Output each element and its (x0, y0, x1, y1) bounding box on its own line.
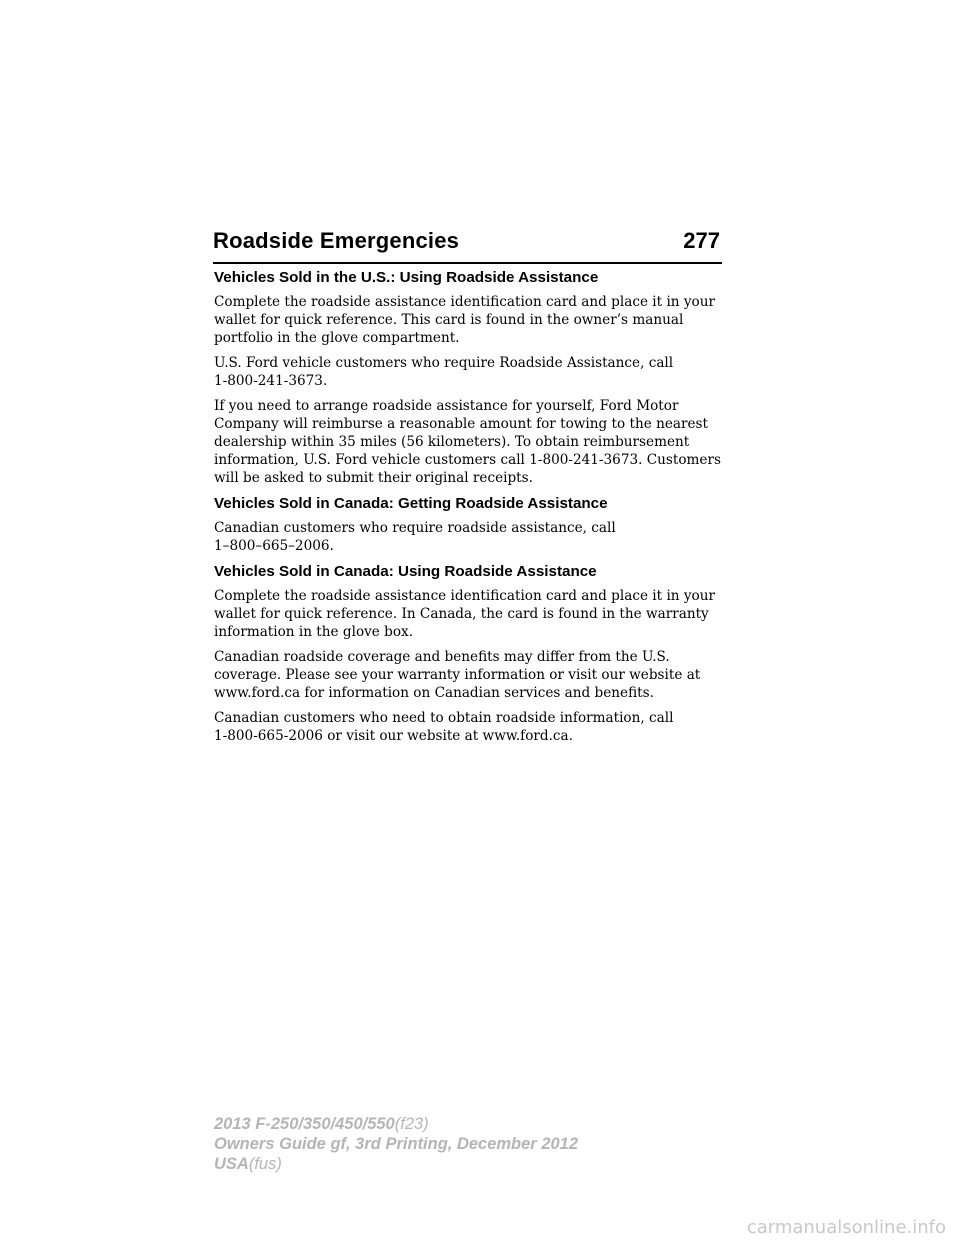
page-content (214, 268, 724, 752)
text-line: 1–800–665–2006. (214, 538, 334, 554)
section-heading: Vehicles Sold in the U.S.: Using Roadside Assistance (214, 269, 599, 286)
text-line: Complete the roadside assistance identification card and place it in your (214, 588, 715, 604)
footer-line-model (214, 1114, 578, 1134)
page-header (213, 226, 722, 264)
text-line: Canadian customers who require roadside assistance, call (214, 520, 616, 536)
text-line: coverage. Please see your warranty information or visit our website at (214, 667, 701, 683)
text-line: information in the glove box. (214, 624, 414, 640)
text-line: U.S. Ford vehicle customers who require Roadside Assistance, call (214, 355, 674, 371)
footer-line-market (214, 1154, 578, 1174)
text-line: will be asked to submit their original receipts. (214, 470, 533, 486)
paragraph (214, 519, 724, 555)
text-line: Canadian roadside coverage and benefits may differ from the U.S. (214, 649, 670, 665)
section-canada-using-roadside (214, 562, 724, 745)
text-line: Company will reimburse a reasonable amount for towing to the nearest (214, 416, 708, 432)
chapter-title: Roadside Emergencies (213, 228, 460, 253)
text-line: 1-800-665-2006 or visit our website at www.ford.ca. (214, 728, 573, 744)
footer-market-code: (fus) (248, 1155, 282, 1173)
text-line: www.ford.ca for information on Canadian services and benefits. (214, 685, 654, 701)
paragraph (214, 587, 724, 641)
text-line: 1-800-241-3673. (214, 373, 328, 389)
paragraph (214, 293, 724, 347)
document-footer (214, 1114, 578, 1174)
text-line: Complete the roadside assistance identification card and place it in your (214, 294, 715, 310)
text-line: wallet for quick reference. This card is found in the owner’s manual (214, 312, 684, 328)
footer-edition: Owners Guide gf, 3rd Printing, December 2012 (214, 1135, 579, 1153)
section-us-using-roadside (214, 268, 724, 487)
watermark: carmanualsonline.info (746, 1217, 946, 1238)
paragraph (214, 397, 724, 487)
footer-line-edition (214, 1134, 578, 1154)
paragraph (214, 648, 724, 702)
section-canada-getting-roadside (214, 494, 724, 555)
footer-model-code: (f23) (394, 1115, 429, 1133)
section-heading: Vehicles Sold in Canada: Using Roadside Assistance (214, 563, 597, 580)
text-line: If you need to arrange roadside assistance for yourself, Ford Motor (214, 398, 679, 414)
text-line: information, U.S. Ford vehicle customers call 1-800-241-3673. Customers (214, 452, 721, 468)
text-line: Canadian customers who need to obtain roadside information, call (214, 710, 674, 726)
section-heading: Vehicles Sold in Canada: Getting Roadside Assistance (214, 495, 608, 512)
text-line: dealership within 35 miles (56 kilometers). To obtain reimbursement (214, 434, 690, 450)
paragraph (214, 354, 724, 390)
footer-model: 2013 F-250/350/450/550 (214, 1115, 395, 1133)
footer-market: USA (214, 1155, 249, 1173)
page-number: 277 (683, 228, 720, 253)
text-line: wallet for quick reference. In Canada, the card is found in the warranty (214, 606, 709, 622)
text-line: portfolio in the glove compartment. (214, 330, 460, 346)
paragraph (214, 709, 724, 745)
